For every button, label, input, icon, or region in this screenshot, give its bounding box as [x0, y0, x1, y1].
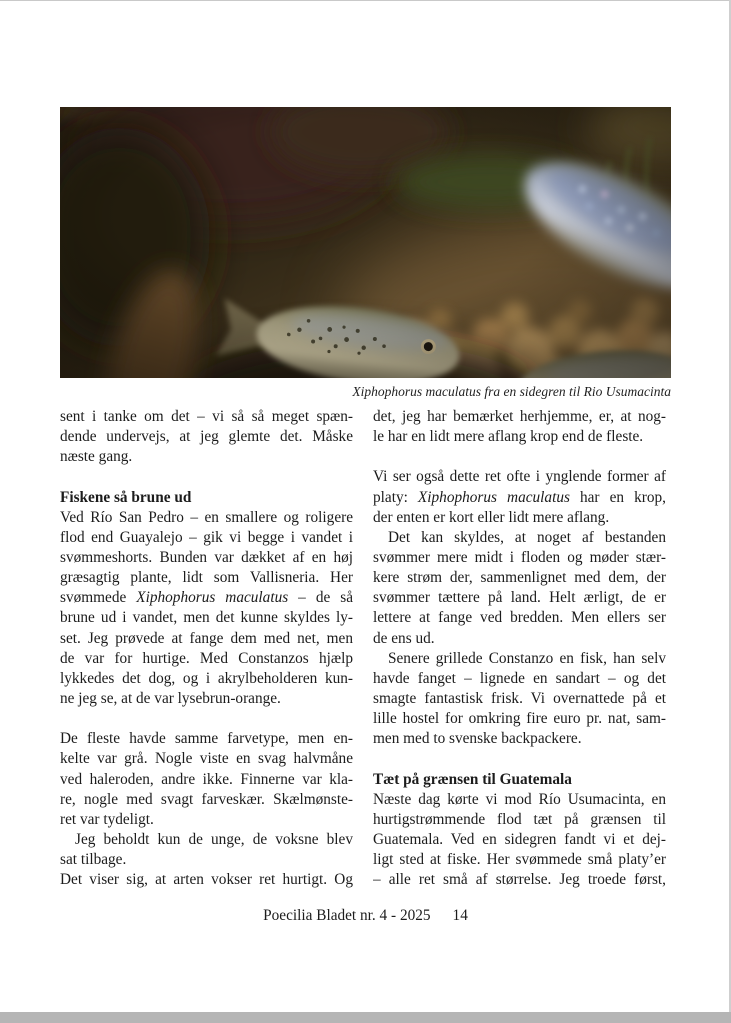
text-run: dende undervejs, at jeg glemte det. Måske [60, 428, 353, 446]
text-run: svømmeshorts. Bunden var dækket af en høj [60, 548, 353, 566]
text-run: lille hostel for omkring fire euro pr. nat, sam- [373, 710, 666, 728]
body-text-line [60, 608, 353, 628]
body-text-line [373, 850, 666, 870]
text-run: brune ud i vandet, men det kunne skyldes ly- [60, 609, 353, 627]
body-text-line [373, 588, 666, 608]
text-run: ligt sted at fiske. Her svømmede små platy’er [373, 851, 666, 869]
text-column-left [60, 407, 353, 890]
species-name-italic: Xiphophorus maculatus [417, 488, 570, 506]
blank-line [60, 467, 353, 487]
text-run: sent i tanke om det – vi så så meget spæn- [60, 408, 353, 425]
text-run: – de så [288, 589, 353, 607]
body-text-line [373, 548, 666, 568]
text-run: Ved Río San Pedro – en smallere og roligere [60, 508, 353, 526]
text-run: Senere grillede Constanzo en fisk, han selv [388, 649, 666, 667]
text-run: det, jeg har bemærket herhjemme, er, at nog- [373, 408, 666, 425]
text-run: svømmer mere midt i floden og møder stær- [373, 548, 666, 566]
photo-caption: Xiphophorus maculatus fra en sidegren til Rio Usumacinta [352, 384, 671, 399]
viewer-background-strip [0, 1012, 731, 1023]
text-run: ret var tydeligt. [60, 810, 154, 828]
page-top-edge [0, 0, 731, 1]
body-text-line [60, 508, 353, 528]
body-text-line [60, 729, 353, 749]
text-run: platy: [373, 488, 418, 506]
blank-line [373, 749, 666, 769]
body-text-line [373, 528, 666, 548]
text-run: svømmer tættere på land. Helt ærligt, de er [373, 589, 666, 607]
blank-line [373, 447, 666, 467]
subheading-line [373, 770, 666, 790]
body-text-line [373, 870, 666, 890]
vignette-overlay [60, 107, 671, 378]
text-run: der enten er kort eller lidt mere aflang. [373, 508, 610, 526]
species-name-italic: Xiphophorus maculatus [136, 589, 289, 607]
body-text-line [60, 427, 353, 447]
text-run: Vi ser også dette ret ofte i ynglende former af [373, 468, 666, 486]
body-text-line [60, 588, 353, 608]
page-footer [0, 906, 731, 926]
body-text-line [373, 427, 666, 447]
body-text-line [60, 689, 353, 709]
body-text-line [60, 790, 353, 810]
page-number: 14 [452, 907, 468, 924]
text-run: lykkedes det dog, og i akrylbeholderen kun- [60, 669, 353, 687]
text-run: næste gang. [60, 448, 133, 466]
body-text-line [373, 709, 666, 729]
text-run: Det kan skyldes, at noget af bestanden [388, 528, 666, 546]
text-run: smagte fantastisk frisk. Vi overnattede på et [373, 689, 666, 707]
text-run: lettere at fange ved bredden. Men ellers ser [373, 609, 666, 627]
text-run: har en krop, [569, 488, 666, 506]
text-run: De fleste havde samme farvetype, men en- [60, 730, 353, 748]
text-run: Tæt på grænsen til Guatemala [373, 770, 572, 788]
body-text-line [60, 669, 353, 689]
body-text-line [373, 629, 666, 649]
text-run: ved haleroden, andre ikke. Finnerne var kla- [60, 770, 353, 788]
body-text-line [373, 790, 666, 810]
body-text-line [60, 850, 353, 870]
body-text-line [373, 729, 666, 749]
text-run: ne jeg se, at de var lysebrun-orange. [60, 689, 281, 707]
text-run: Jeg beholdt kun de unge, de voksne blev [75, 830, 353, 848]
subheading-line [60, 488, 353, 508]
body-text-line [373, 830, 666, 850]
body-text-line [60, 649, 353, 669]
body-text-line [373, 669, 666, 689]
text-run: kelte var grå. Nogle viste en svag halvmåne [60, 750, 353, 768]
text-run: kere strøm der, sammenlignet med dem, der [373, 569, 666, 587]
body-text-line [60, 568, 353, 588]
text-run: Fiskene så brune ud [60, 488, 192, 506]
body-text-line [373, 608, 666, 628]
blank-line [60, 709, 353, 729]
text-run: græsagtig plante, lidt som Vallisneria. Her [60, 569, 353, 587]
body-text-line [373, 810, 666, 830]
text-run: havde fanget – lignede en sandart – og det [373, 669, 666, 687]
text-run: set. Jeg prøvede at fange dem med net, men [60, 629, 353, 647]
text-run: svømmede [60, 589, 137, 607]
text-column-right [373, 407, 666, 890]
text-run: hurtigstrømmende flod tæt på grænsen til [373, 810, 666, 828]
body-text-line [373, 407, 666, 427]
body-text-line [60, 548, 353, 568]
body-text-line [60, 407, 353, 427]
body-text-line [60, 629, 353, 649]
body-text-line [60, 870, 353, 890]
text-run: men med to svenske backpackere. [373, 730, 582, 748]
body-text-line [373, 488, 666, 508]
text-run: Det viser sig, at arten vokser ret hurtigt. Og [60, 871, 353, 889]
body-text-line [60, 810, 353, 830]
body-text-line [60, 749, 353, 769]
text-run: sat tilbage. [60, 851, 127, 869]
text-run: re, nogle med svagt farveskær. Skælmønste- [60, 790, 353, 808]
body-text-line [373, 689, 666, 709]
journal-title: Poecilia Bladet nr. 4 - 2025 [263, 907, 431, 924]
text-run: de ens ud. [373, 629, 435, 647]
body-text-line [373, 568, 666, 588]
fish-photo [60, 107, 671, 378]
body-text-line [60, 770, 353, 790]
body-text-line [373, 508, 666, 528]
text-run: Guatemala. Ved en sidegren fandt vi et dej- [373, 830, 666, 848]
body-text-line [60, 830, 353, 850]
text-run: – alle ret små af størrelse. Jeg troede først, [373, 871, 666, 889]
body-text-line [373, 649, 666, 669]
body-text-line [373, 467, 666, 487]
body-text-line [60, 528, 353, 548]
text-run: Næste dag kørte vi mod Río Usumacinta, en [373, 790, 666, 808]
text-run: flod end Guayalejo – gik vi begge i vandet i [60, 528, 353, 546]
fish-photo-image [60, 107, 671, 378]
text-run: le har en lidt mere aflang krop end de fleste. [373, 428, 644, 446]
body-text-line [60, 447, 353, 467]
text-run: de var for hurtige. Med Constanzos hjælp [60, 649, 353, 667]
